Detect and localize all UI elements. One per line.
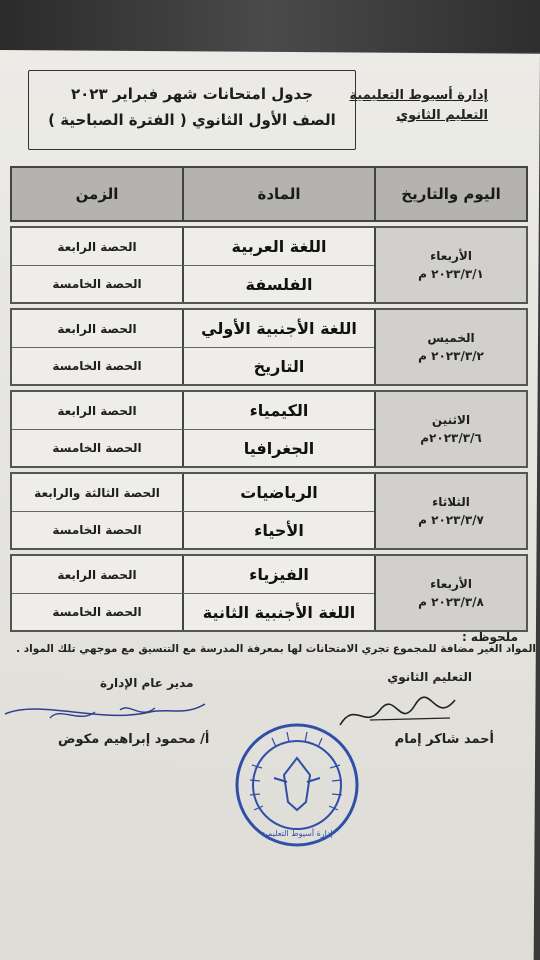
table-row — [12, 228, 374, 265]
signature-right-name: أحمد شاكر إمام — [394, 732, 494, 747]
subject-cell: اللغة الأجنبية الثانية — [182, 594, 374, 630]
period-cell: الحصة الرابعة — [12, 392, 182, 429]
admin-line-1: إدارة أسيوط التعليمية — [349, 88, 488, 103]
table-row — [12, 511, 374, 548]
photo-background-top — [0, 0, 540, 52]
period-cell: الحصة الخامسة — [12, 266, 182, 302]
day-group — [10, 308, 528, 386]
stamp-text: إدارة أسيوط التعليمية — [261, 829, 333, 838]
table-row — [12, 265, 374, 302]
day-name: الثلاثاء — [432, 495, 470, 509]
period-cell: الحصة الرابعة — [12, 310, 182, 347]
exam-date: ٢٠٢٣/٣/٦م — [420, 431, 482, 445]
exam-date: ٢٠٢٣/٣/٢ م — [418, 349, 484, 363]
left-handwritten-signature — [0, 694, 220, 734]
subject-cell: اللغة العربية — [182, 228, 374, 265]
table-row — [12, 310, 374, 347]
table-header — [10, 166, 528, 222]
header-subject: المادة — [182, 168, 374, 220]
table-row — [12, 392, 374, 429]
subject-cell: الكيمياء — [182, 392, 374, 429]
period-cell: الحصة الخامسة — [12, 348, 182, 384]
day-group — [10, 226, 528, 304]
day-date-cell — [374, 392, 526, 466]
note-title: ملحوظه : — [461, 630, 518, 644]
admin-line-2: التعليم الثانوي — [396, 108, 488, 123]
period-cell: الحصة الرابعة — [12, 228, 182, 265]
title-line-1: جدول امتحانات شهر فبراير ٢٠٢٣ — [70, 85, 314, 103]
day-date-cell — [374, 310, 526, 384]
day-name: الاثنين — [431, 413, 471, 427]
period-cell: الحصة الثالثة والرابعة — [12, 474, 182, 511]
signature-left-name: أ/ محمود إبراهيم مكوض — [58, 732, 210, 747]
day-group — [10, 390, 528, 468]
table-row — [12, 474, 374, 511]
period-cell: الحصة الخامسة — [12, 430, 182, 466]
day-date-cell — [374, 228, 526, 302]
document-title-box — [28, 70, 356, 150]
subject-cell: الجغرافيا — [182, 430, 374, 466]
day-date-cell — [374, 556, 526, 630]
exam-date: ٢٠٢٣/٣/٧ م — [418, 513, 484, 527]
signature-right-title: التعليم الثانوي — [387, 670, 472, 684]
official-stamp-seal — [232, 720, 362, 850]
day-group — [10, 554, 528, 632]
subject-cell: اللغة الأجنبية الأولي — [182, 310, 374, 347]
signature-left-title: مدير عام الإدارة — [100, 676, 194, 690]
title-line-2: الصف الأول الثانوي ( الفترة الصباحية ) — [48, 111, 336, 129]
administration-header — [350, 86, 489, 126]
day-date-cell — [374, 474, 526, 548]
exam-schedule-table — [10, 166, 528, 632]
header-time: الزمن — [75, 185, 119, 203]
table-row — [12, 347, 374, 384]
day-name: الخميس — [427, 331, 475, 345]
exam-date: ٢٠٢٣/٣/٨ م — [418, 595, 484, 609]
subject-cell: الفيزياء — [182, 556, 374, 593]
subject-cell: الأحياء — [182, 512, 374, 548]
note-text: المواد الغير مضافة للمجموع تجري الامتحانات لها بمعرفة المدرسة مع التنسيق مع موجهي تلك المواد . — [16, 643, 536, 655]
table-row — [12, 556, 374, 593]
period-cell: الحصة الرابعة — [12, 556, 182, 593]
subject-cell: الرياضيات — [182, 474, 374, 511]
day-name: الأربعاء — [430, 249, 472, 263]
subject-cell: الفلسفة — [182, 266, 374, 302]
exam-date: ٢٠٢٣/٣/١ م — [418, 267, 484, 281]
table-row — [12, 429, 374, 466]
header-date: اليوم والتاريخ — [374, 168, 526, 220]
subject-cell: التاريخ — [182, 348, 374, 384]
period-cell: الحصة الخامسة — [12, 512, 182, 548]
day-group — [10, 472, 528, 550]
table-row — [12, 593, 374, 630]
day-name: الأربعاء — [430, 577, 472, 591]
period-cell: الحصة الخامسة — [12, 594, 182, 630]
